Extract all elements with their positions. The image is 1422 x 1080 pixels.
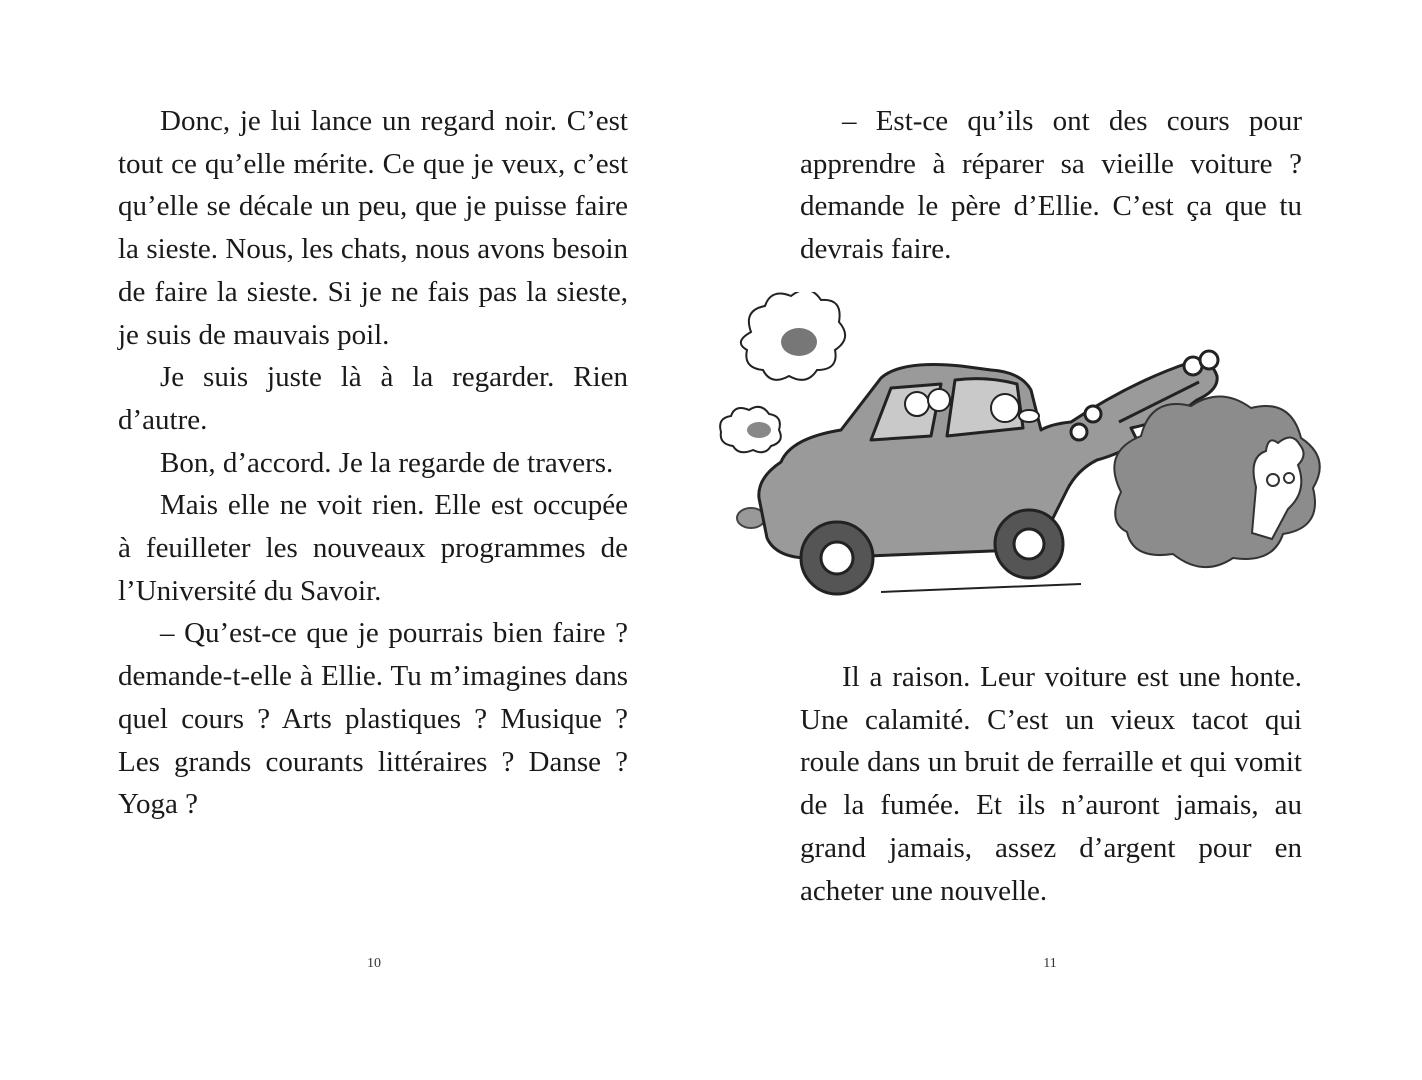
page-number-right: 11	[1043, 956, 1057, 971]
paragraph: – Est-ce qu’ils ont des cours pour apprendre à réparer sa vieille voiture ? demande le père d’Ellie. C’est ça que tu devrais faire.	[800, 105, 1302, 266]
paragraph: Bon, d’accord. Je la regarde de travers.	[160, 446, 614, 479]
cat-in-smoke-icon	[1114, 396, 1319, 567]
right-page-text-bottom	[800, 656, 1302, 912]
paragraph: Il a raison. Leur voiture est une honte. Une calamité. C’est un vieux tacot qui roule dans un bruit de ferraille et qui vomit de la fumée. Et ils n’auront jamais, au grand jamais, assez d’argent pour en acheter une nouvelle.	[800, 661, 1302, 907]
left-page-text	[118, 100, 628, 826]
page-number-left: 10	[367, 956, 381, 971]
paragraph: Je suis juste là à la regarder. Rien d’autre.	[118, 361, 628, 436]
car-illustration-icon	[711, 292, 1422, 612]
paragraph: Mais elle ne voit rien. Elle est occupée à feuilleter les nouveaux programmes de l’Université du Savoir.	[118, 489, 628, 607]
right-page-text-top	[800, 100, 1302, 271]
right-page	[711, 0, 1422, 1080]
paragraph: – Qu’est-ce que je pourrais bien faire ? demande-t-elle à Ellie. Tu m’imagines dans quel cours ? Arts plastiques ? Musique ? Les grands courants littéraires ? Danse ? Yoga ?	[118, 617, 628, 821]
paragraph: Donc, je lui lance un regard noir. C’est tout ce qu’elle mérite. Ce que je veux, c’est qu’elle se décale un peu, que je puisse faire la sieste. Nous, les chats, nous avons besoin de faire la sieste. Si je ne fais pas la sieste, je suis de mauvais poil.	[118, 105, 628, 351]
